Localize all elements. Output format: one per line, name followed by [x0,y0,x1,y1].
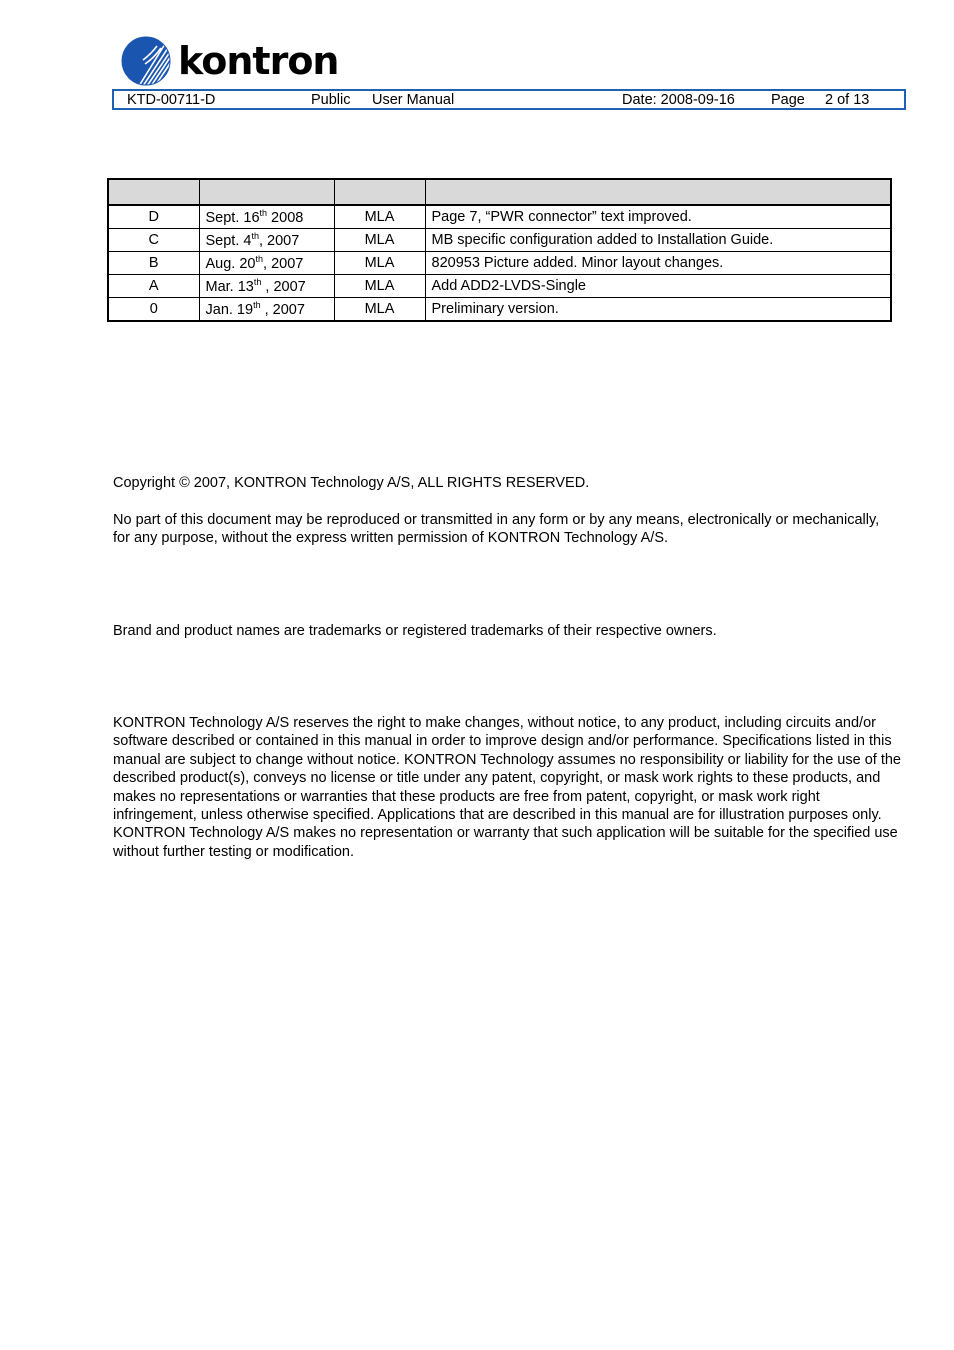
table-header-row [108,179,891,205]
disclaimer-paragraph: KONTRON Technology A/S reserves the right to make changes, without notice, to any product, including circuits and/or software described or contained in this manual in order to improve design and/or performance. Specifications listed in this manual are subject to change without notice. KONTRON Technology assumes no responsibility or liability for the use of the described product(s), conveys no license or title under any patent, copyright, or mask work rights to these products, and makes no representations or warranties that these products are free from patent, copyright, or mask work right infringement, unless otherwise specified. Applications that are described in this manual are for illustration purposes only. KONTRON Technology A/S makes no representation or warranty that such application will be suitable for the specified use without further testing or modification. [113,715,901,860]
description-cell: 820953 Picture added. Minor layout changes. [425,252,891,275]
author-cell: MLA [334,205,425,229]
description-cell: MB specific configuration added to Installation Guide. [425,229,891,252]
revision-cell: D [108,205,199,229]
revision-cell: B [108,252,199,275]
table-row [108,298,891,322]
table-row [108,275,891,298]
revision-cell: A [108,275,199,298]
reproduction-notice: No part of this document may be reproduced or transmitted in any form or by any means, electronically or mechanically, for any purpose, without the express written permission of KONTRON Technology A/S. [113,512,880,547]
description-cell: Preliminary version. [425,298,891,322]
revision-cell: C [108,229,199,252]
revision-history-table [107,178,892,322]
header-cell-date [199,179,334,205]
author-cell: MLA [334,298,425,322]
author-cell: MLA [334,275,425,298]
trademark-notice: Brand and product names are trademarks or registered trademarks of their respective owners. [113,623,717,639]
date-cell: Sept. 4th, 2007 [199,229,334,252]
table-row [108,252,891,275]
table-row [108,229,891,252]
author-cell: MLA [334,252,425,275]
doc-id: KTD-00711-D [127,92,216,108]
page-number: 2 of 13 [825,92,870,108]
doc-type: User Manual [372,92,455,108]
description-cell: Page 7, “PWR connector” text improved. [425,205,891,229]
date-cell: Jan. 19th , 2007 [199,298,334,322]
doc-date: Date: 2008-09-16 [622,92,735,108]
header-cell-author [334,179,425,205]
date-cell: Sept. 16th 2008 [199,205,334,229]
revision-cell: 0 [108,298,199,322]
date-cell: Aug. 20th, 2007 [199,252,334,275]
logo-wordmark: kontron [178,39,339,83]
copyright-notice: Copyright © 2007, KONTRON Technology A/S, ALL RIGHTS RESERVED. [113,475,590,491]
description-cell: Add ADD2-LVDS-Single [425,275,891,298]
date-cell: Mar. 13th , 2007 [199,275,334,298]
header-cell-description [425,179,891,205]
page-label: Page [771,92,805,108]
table-row [108,205,891,229]
header-cell-revision [108,179,199,205]
classification: Public [311,92,351,108]
kontron-globe-icon [121,36,171,86]
kontron-logo [121,35,338,87]
document-header-bar [112,89,906,110]
author-cell: MLA [334,229,425,252]
